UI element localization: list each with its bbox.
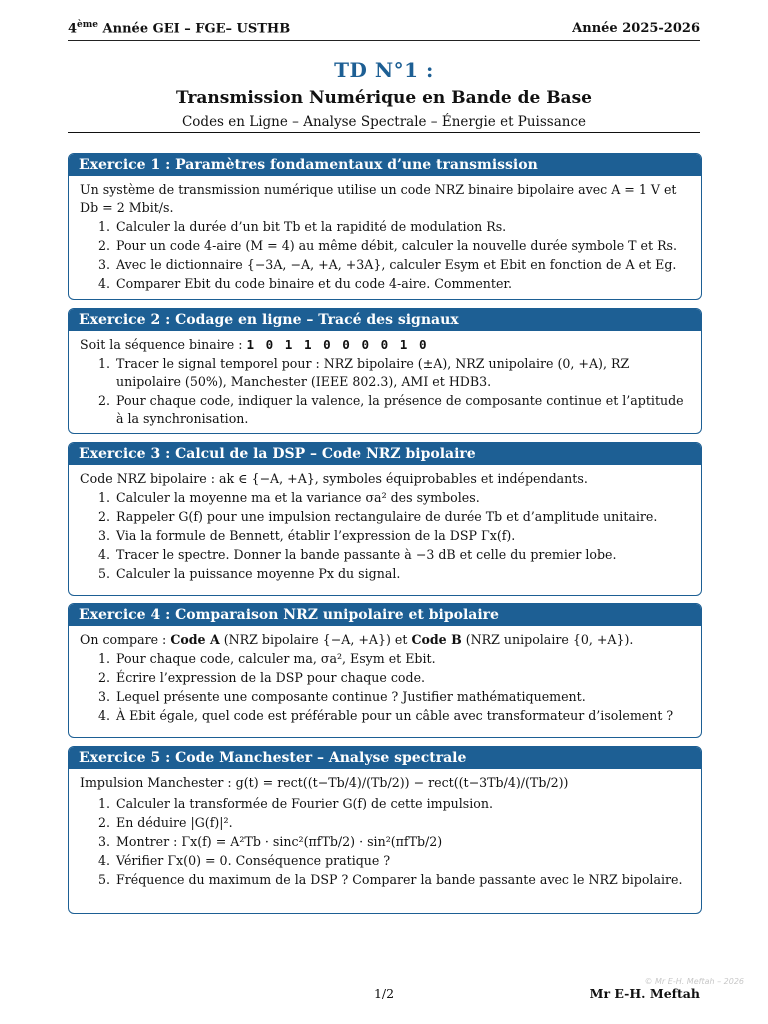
page-header (68, 14, 700, 41)
exercise-intro: Impulsion Manchester : g(t) = rect((t−Tb/4)/(Tb/2)) − rect((t−3Tb/4)/(Tb/2)) (80, 775, 569, 790)
list-item: 4. À Ebit égale, quel code est préférable pour un câble avec transformateur d’isolement ? (114, 707, 690, 725)
list-item: 2. Pour chaque code, indiquer la valence, la présence de composante continue et l’aptitude à la synchronisation. (114, 392, 690, 428)
header-right: Année 2025-2026 (572, 21, 700, 36)
exercise-intro: Un système de transmission numérique utilise un code NRZ binaire bipolaire avec A = 1 V et Db = 2 Mbit/s. (80, 182, 677, 215)
exercise-intro: Code NRZ bipolaire : ak ∈ {−A, +A}, symboles équiprobables et indépendants. (80, 471, 588, 486)
watermark: © Mr E-H. Meftah – 2026 (644, 977, 744, 986)
list-item: 4. Comparer Ebit du code binaire et du code 4-aire. Commenter. (114, 275, 690, 293)
list-item: 5. Calculer la puissance moyenne Px du signal. (114, 565, 690, 583)
sub-title: Codes en Ligne – Analyse Spectrale – Énergie et Puissance (181, 114, 587, 130)
exercise-4-box (68, 603, 702, 738)
list-item: 2. Rappeler G(f) pour une impulsion rectangulaire de durée Tb et d’amplitude unitaire. (114, 508, 690, 526)
list-item: 5. Fréquence du maximum de la DSP ? Comparer la bande passante avec le NRZ bipolaire. (114, 871, 690, 889)
list-item: 4. Vérifier Γx(0) = 0. Conséquence pratique ? (114, 852, 690, 870)
exercise-title: Exercice 5 : Code Manchester – Analyse spectrale (69, 747, 701, 769)
list-item: 4. Tracer le spectre. Donner la bande passante à −3 dB et celle du premier lobe. (114, 546, 690, 564)
list-item: 3. Avec le dictionnaire {−3A, −A, +A, +3A}, calculer Esym et Ebit en fonction de A et Eg. (114, 256, 690, 274)
exercise-intro: Soit la séquence binaire : 1 0 1 1 0 0 0 0 1 0 (80, 337, 429, 352)
exercise-1-box (68, 153, 702, 300)
list-item: 2. Écrire l’expression de la DSP pour chaque code. (114, 669, 690, 687)
exercise-intro: On compare : Code A (NRZ bipolaire {−A, +A}) et Code B (NRZ unipolaire {0, +A}). (80, 632, 634, 647)
binary-sequence: 1 0 1 1 0 0 0 0 1 0 (246, 337, 429, 352)
list-item: 3. Via la formule de Bennett, établir l’expression de la DSP Γx(f). (114, 527, 690, 545)
list-item: 1. Calculer la moyenne ma et la variance σa² des symboles. (114, 489, 690, 507)
list-item: 1. Calculer la durée d’un bit Tb et la rapidité de modulation Rs. (114, 218, 690, 236)
list-item: 3. Montrer : Γx(f) = A²Tb · sinc²(πfTb/2) · sin²(πfTb/2) (114, 833, 690, 851)
td-title: TD N°1 : (334, 58, 434, 82)
title-divider (68, 132, 700, 133)
author: Mr E-H. Meftah (589, 986, 700, 1001)
list-item: 2. En déduire |G(f)|². (114, 814, 690, 832)
list-item: 3. Lequel présente une composante continue ? Justifier mathématiquement. (114, 688, 690, 706)
exercise-2-box (68, 308, 702, 434)
main-title: Transmission Numérique en Bande de Base (176, 88, 592, 108)
list-item: 2. Pour un code 4-aire (M = 4) au même débit, calculer la nouvelle durée symbole T et Rs. (114, 237, 690, 255)
list-item: 1. Calculer la transformée de Fourier G(f) de cette impulsion. (114, 795, 690, 813)
exercise-title: Exercice 1 : Paramètres fondamentaux d’une transmission (69, 154, 701, 176)
page-number: 1/2 (373, 986, 395, 1001)
exercise-title: Exercice 3 : Calcul de la DSP – Code NRZ bipolaire (69, 443, 701, 465)
exercise-title: Exercice 2 : Codage en ligne – Tracé des signaux (69, 309, 701, 331)
exercise-3-box (68, 442, 702, 596)
title-block (68, 58, 700, 130)
header-left: 4ème Année GEI – FGE– USTHB (68, 19, 291, 36)
list-item: 1. Pour chaque code, calculer ma, σa², Esym et Ebit. (114, 650, 690, 668)
exercise-5-box (68, 746, 702, 914)
exercise-title: Exercice 4 : Comparaison NRZ unipolaire et bipolaire (69, 604, 701, 626)
list-item: 1. Tracer le signal temporel pour : NRZ bipolaire (±A), NRZ unipolaire (0, +A), RZ unipolaire (50%), Manchester (IEEE 802.3), AMI et HDB3. (114, 355, 690, 391)
